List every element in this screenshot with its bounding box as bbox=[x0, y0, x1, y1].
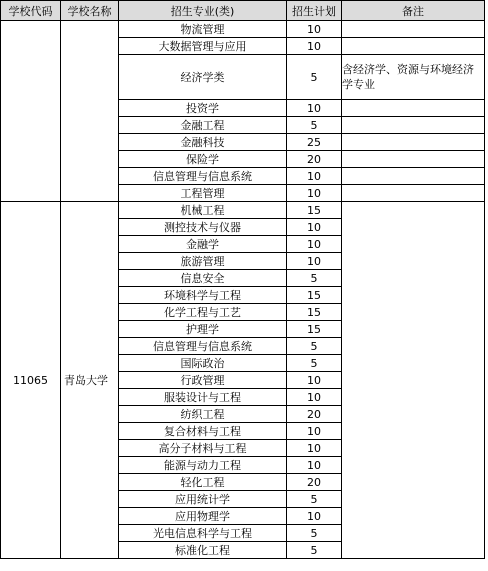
plan-cell[interactable]: 10 bbox=[287, 372, 342, 389]
plan-cell[interactable]: 10 bbox=[287, 100, 342, 117]
major-cell[interactable]: 国际政治 bbox=[119, 355, 287, 372]
plan-cell[interactable]: 5 bbox=[287, 542, 342, 559]
plan-cell[interactable]: 15 bbox=[287, 304, 342, 321]
school-code-cell[interactable]: 11065 bbox=[1, 202, 61, 559]
major-cell[interactable]: 应用统计学 bbox=[119, 491, 287, 508]
plan-cell[interactable]: 10 bbox=[287, 38, 342, 55]
remark-cell[interactable] bbox=[342, 38, 485, 55]
plan-cell[interactable]: 20 bbox=[287, 406, 342, 423]
plan-cell[interactable]: 10 bbox=[287, 508, 342, 525]
plan-cell[interactable]: 15 bbox=[287, 287, 342, 304]
plan-cell[interactable]: 10 bbox=[287, 389, 342, 406]
major-cell[interactable]: 信息管理与信息系统 bbox=[119, 338, 287, 355]
header-remark[interactable]: 备注 bbox=[342, 1, 485, 21]
major-cell[interactable]: 高分子材料与工程 bbox=[119, 440, 287, 457]
remark-cell[interactable]: 含经济学、资源与环境经济学专业 bbox=[342, 55, 485, 100]
plan-cell[interactable]: 10 bbox=[287, 21, 342, 38]
plan-cell[interactable]: 5 bbox=[287, 55, 342, 100]
remark-cell[interactable] bbox=[342, 100, 485, 117]
plan-cell[interactable]: 25 bbox=[287, 134, 342, 151]
major-cell[interactable]: 应用物理学 bbox=[119, 508, 287, 525]
major-cell[interactable]: 信息管理与信息系统 bbox=[119, 168, 287, 185]
major-cell[interactable]: 行政管理 bbox=[119, 372, 287, 389]
plan-cell[interactable]: 10 bbox=[287, 457, 342, 474]
major-cell[interactable]: 服装设计与工程 bbox=[119, 389, 287, 406]
plan-cell[interactable]: 10 bbox=[287, 236, 342, 253]
plan-cell[interactable]: 15 bbox=[287, 321, 342, 338]
plan-cell[interactable]: 10 bbox=[287, 440, 342, 457]
major-cell[interactable]: 轻化工程 bbox=[119, 474, 287, 491]
major-cell[interactable]: 旅游管理 bbox=[119, 253, 287, 270]
major-cell[interactable]: 经济学类 bbox=[119, 55, 287, 100]
major-cell[interactable]: 机械工程 bbox=[119, 202, 287, 219]
major-cell[interactable]: 复合材料与工程 bbox=[119, 423, 287, 440]
major-cell[interactable]: 投资学 bbox=[119, 100, 287, 117]
header-school-code[interactable]: 学校代码 bbox=[1, 1, 61, 21]
plan-cell[interactable]: 10 bbox=[287, 219, 342, 236]
plan-cell[interactable]: 5 bbox=[287, 525, 342, 542]
plan-cell[interactable]: 5 bbox=[287, 338, 342, 355]
major-cell[interactable]: 标准化工程 bbox=[119, 542, 287, 559]
major-cell[interactable]: 金融学 bbox=[119, 236, 287, 253]
major-cell[interactable]: 测控技术与仪器 bbox=[119, 219, 287, 236]
header-school-name[interactable]: 学校名称 bbox=[61, 1, 119, 21]
major-cell[interactable]: 工程管理 bbox=[119, 185, 287, 202]
major-cell[interactable]: 纺织工程 bbox=[119, 406, 287, 423]
remark-cell[interactable] bbox=[342, 134, 485, 151]
plan-cell[interactable]: 15 bbox=[287, 202, 342, 219]
major-cell[interactable]: 化学工程与工艺 bbox=[119, 304, 287, 321]
major-cell[interactable]: 能源与动力工程 bbox=[119, 457, 287, 474]
plan-cell[interactable]: 5 bbox=[287, 270, 342, 287]
school-name-cell-group1[interactable] bbox=[61, 21, 119, 202]
plan-cell[interactable]: 10 bbox=[287, 168, 342, 185]
table-row bbox=[1, 202, 485, 219]
major-cell[interactable]: 光电信息科学与工程 bbox=[119, 525, 287, 542]
remark-cell[interactable] bbox=[342, 21, 485, 38]
header-row bbox=[1, 1, 485, 21]
remark-cell[interactable] bbox=[342, 151, 485, 168]
school-name-cell[interactable]: 青岛大学 bbox=[61, 202, 119, 559]
plan-cell[interactable]: 20 bbox=[287, 151, 342, 168]
header-major[interactable]: 招生专业(类) bbox=[119, 1, 287, 21]
plan-cell[interactable]: 5 bbox=[287, 355, 342, 372]
major-cell[interactable]: 保险学 bbox=[119, 151, 287, 168]
major-cell[interactable]: 护理学 bbox=[119, 321, 287, 338]
plan-cell[interactable]: 10 bbox=[287, 185, 342, 202]
major-cell[interactable]: 信息安全 bbox=[119, 270, 287, 287]
plan-cell[interactable]: 10 bbox=[287, 253, 342, 270]
header-plan[interactable]: 招生计划 bbox=[287, 1, 342, 21]
remark-cell[interactable] bbox=[342, 168, 485, 185]
remark-cell[interactable] bbox=[342, 185, 485, 202]
school-code-cell-group1[interactable] bbox=[1, 21, 61, 202]
major-cell[interactable]: 物流管理 bbox=[119, 21, 287, 38]
remark-cell[interactable] bbox=[342, 117, 485, 134]
major-cell[interactable]: 环境科学与工程 bbox=[119, 287, 287, 304]
table-row bbox=[1, 21, 485, 38]
major-cell[interactable]: 大数据管理与应用 bbox=[119, 38, 287, 55]
plan-cell[interactable]: 10 bbox=[287, 423, 342, 440]
plan-cell[interactable]: 5 bbox=[287, 491, 342, 508]
remark-cell-group2[interactable] bbox=[342, 202, 485, 559]
plan-cell[interactable]: 20 bbox=[287, 474, 342, 491]
major-cell[interactable]: 金融工程 bbox=[119, 117, 287, 134]
plan-cell[interactable]: 5 bbox=[287, 117, 342, 134]
major-cell[interactable]: 金融科技 bbox=[119, 134, 287, 151]
